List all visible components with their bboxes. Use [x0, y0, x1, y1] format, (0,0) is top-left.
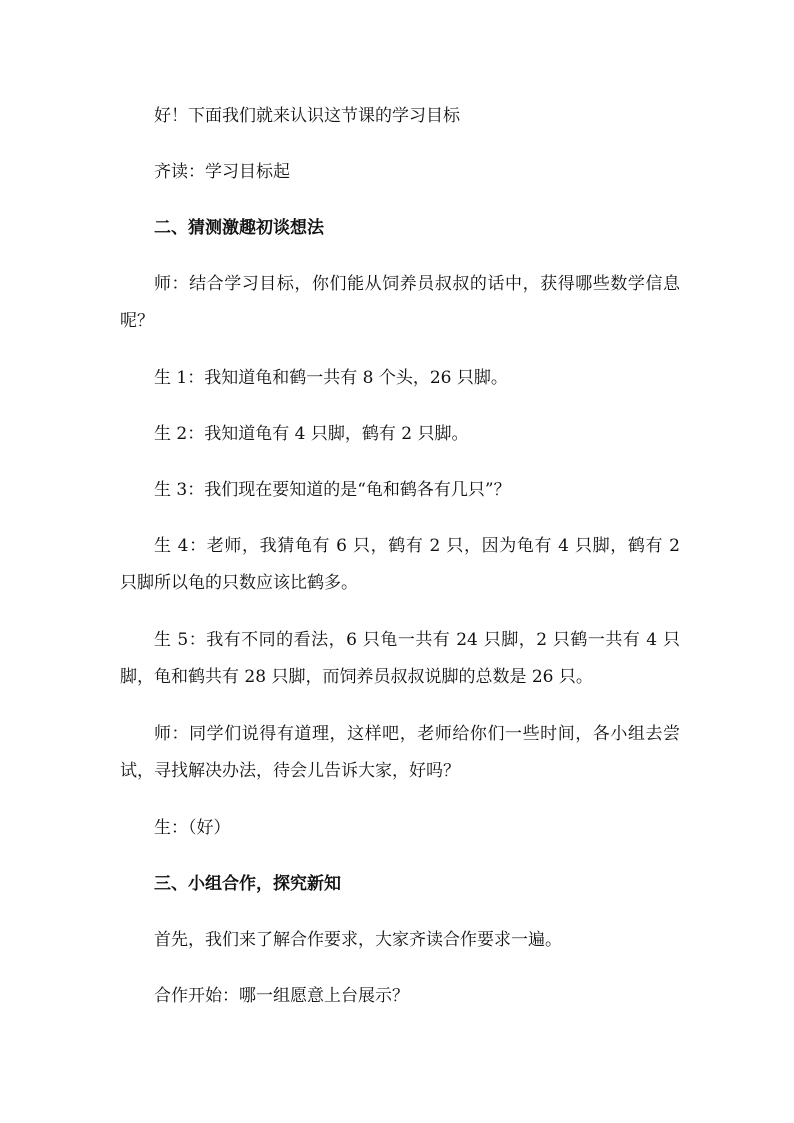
paragraph-teacher-reply: 师：同学们说得有道理，这样吧，老师给你们一些时间，各小组去尝试，寻找解决办法，待会儿告诉大家，好吗？ [120, 724, 680, 781]
paragraph-cooperation-requirements: 首先，我们来了解合作要求，大家齐读合作要求一遍。 [154, 930, 562, 950]
paragraph-student-2: 生 2：我知道龟有 4 只脚，鹤有 2 只脚。 [154, 424, 469, 444]
paragraph-intro: 好！下面我们就来认识这节课的学习目标 [154, 106, 460, 126]
paragraph-teacher-question: 师：结合学习目标，你们能从饲养员叔叔的话中，获得哪些数学信息呢？ [120, 274, 680, 331]
paragraph-student-5: 生 5：我有不同的看法，6 只龟一共有 24 只脚，2 只鹤一共有 4 只脚，龟和鹤共有 28 只脚，而饲养员叔叔说脚的总数是 26 只。 [120, 630, 680, 687]
paragraph-student-answer: 生：（好） [154, 818, 231, 838]
paragraph-cooperation-start: 合作开始：哪一组愿意上台展示？ [154, 986, 409, 1006]
paragraph-student-4: 生 4：老师，我猜龟有 6 只，鹤有 2 只，因为龟有 4 只脚，鹤有 2 只脚所以龟的只数应该比鹤多。 [120, 536, 680, 593]
section-heading-2: 二、猜测激趣初谈想法 [154, 218, 324, 238]
paragraph-student-3: 生 3：我们现在要知道的是“龟和鹤各有几只”？ [154, 480, 511, 500]
paragraph-student-1: 生 1：我知道龟和鹤一共有 8 个头，26 只脚。 [154, 368, 508, 388]
paragraph-read-goals: 齐读：学习目标起 [154, 162, 290, 182]
section-heading-3: 三、小组合作，探究新知 [154, 874, 341, 894]
